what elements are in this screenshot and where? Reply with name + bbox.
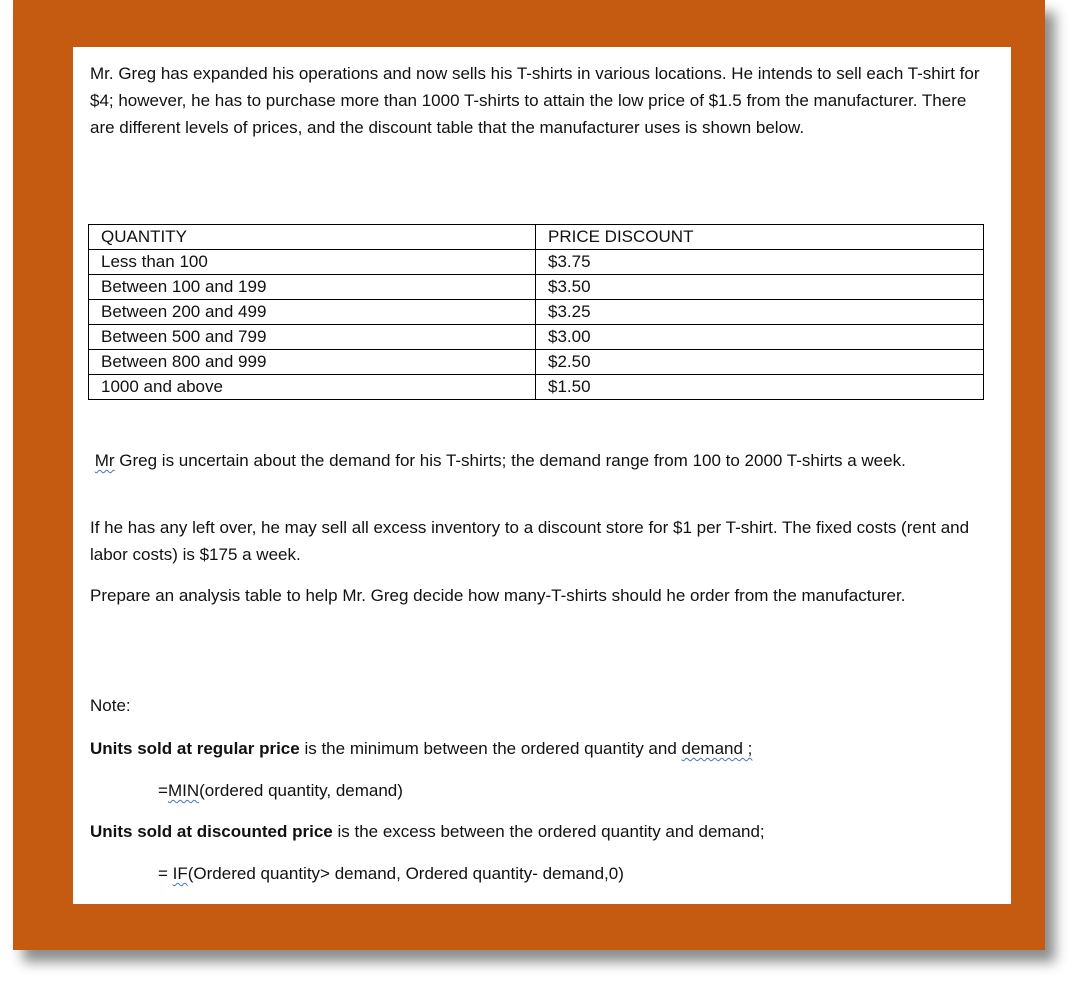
min-function: MIN <box>167 781 200 800</box>
table-header-row <box>89 225 984 250</box>
discounted-price-bold: Units sold at discounted price <box>90 822 333 841</box>
table-row <box>89 350 984 375</box>
price-cell: $2.50 <box>536 350 984 375</box>
mr-word: Mr <box>94 451 115 470</box>
if-function: IF <box>172 864 188 883</box>
price-cell: $1.50 <box>536 375 984 400</box>
if-args: (Ordered quantity> demand, Ordered quantity- demand,0) <box>187 864 624 883</box>
demand-text: Greg is uncertain about the demand for his T-shirts; the demand range from 100 to 2000 T-shirts a week. <box>114 451 906 470</box>
quantity-cell: Between 500 and 799 <box>89 325 536 350</box>
quantity-cell: Between 200 and 499 <box>89 300 536 325</box>
orange-frame <box>13 0 1045 950</box>
quantity-cell: Less than 100 <box>89 250 536 275</box>
quantity-cell: 1000 and above <box>89 375 536 400</box>
discount-table <box>88 224 984 400</box>
regular-price-bold: Units sold at regular price <box>90 739 300 758</box>
price-cell: $3.00 <box>536 325 984 350</box>
quantity-cell: Between 100 and 199 <box>89 275 536 300</box>
regular-price-text: is the minimum between the ordered quantity and <box>299 739 682 758</box>
demand-paragraph <box>90 447 990 474</box>
note-label: Note: <box>90 696 131 715</box>
header-quantity: QUANTITY <box>89 225 536 250</box>
document-content <box>90 60 990 883</box>
table-row <box>89 275 984 300</box>
if-prefix: = <box>158 864 173 883</box>
price-cell: $3.50 <box>536 275 984 300</box>
prepare-paragraph: Prepare an analysis table to help Mr. Greg decide how many-T-shirts should he order from the manufacturer. <box>90 586 906 605</box>
quantity-cell: Between 800 and 999 <box>89 350 536 375</box>
regular-price-tail: demand ; <box>681 739 753 758</box>
price-cell: $3.75 <box>536 250 984 275</box>
discounted-price-paragraph <box>90 818 990 845</box>
min-args: (ordered quantity, demand) <box>199 781 403 800</box>
price-cell: $3.25 <box>536 300 984 325</box>
leftover-paragraph: If he has any left over, he may sell all excess inventory to a discount store for $1 per T-shirt. The fixed costs (rent and labor costs) is $175 a week. <box>90 518 970 564</box>
table-row <box>89 250 984 275</box>
intro-paragraph: Mr. Greg has expanded his operations and now sells his T-shirts in various locations. He intends to sell each T-shirt for $4; however, he has to purchase more than 1000 T-shirts to attain the low price of $1.5 from the manufacturer. There are different levels of prices, and the discount table that the manufacturer uses is shown below. <box>90 64 980 137</box>
table-row <box>89 325 984 350</box>
discounted-price-text: is the excess between the ordered quantity and demand; <box>332 822 765 841</box>
min-formula <box>158 777 958 804</box>
table-row <box>89 300 984 325</box>
regular-price-paragraph <box>90 735 990 762</box>
document-page <box>73 47 1011 904</box>
min-prefix: = <box>158 781 168 800</box>
if-formula <box>158 860 958 887</box>
header-price-discount: PRICE DISCOUNT <box>536 225 984 250</box>
table-row <box>89 375 984 400</box>
